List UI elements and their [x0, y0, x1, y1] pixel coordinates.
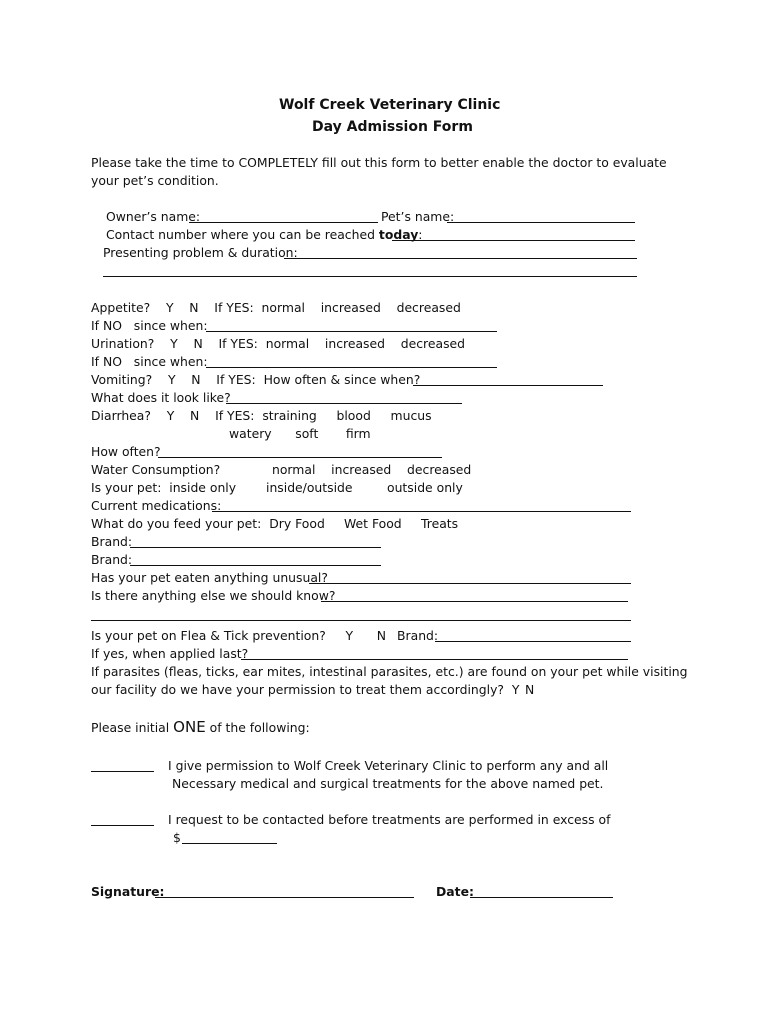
- how-often-label: How often?: [91, 444, 161, 459]
- brand-1-field[interactable]: [130, 547, 381, 548]
- vomit-look-label: What does it look like?: [91, 390, 231, 405]
- how-often-field[interactable]: [158, 457, 442, 458]
- option-1-line-2: Necessary medical and surgical treatments for the above named pet.: [172, 776, 604, 791]
- contact-label: Contact number where you can be reached today:: [106, 227, 423, 242]
- owner-name-label: Owner’s name:: [106, 209, 201, 224]
- applied-last-field[interactable]: [241, 659, 628, 660]
- anything-else-field-line-2[interactable]: [91, 620, 631, 621]
- option-1-line-1: I give permission to Wolf Creek Veterinary Clinic to perform any and all: [168, 758, 609, 773]
- feed-label: What do you feed your pet: Dry Food: [91, 516, 325, 531]
- initial-field-1[interactable]: [91, 771, 154, 772]
- brand-2-field[interactable]: [130, 565, 381, 566]
- contact-number-field[interactable]: [392, 240, 635, 241]
- outside-only-option: outside only: [387, 480, 463, 495]
- appetite-question: Appetite? Y N If YES: normal increased decreased: [91, 300, 461, 315]
- urination-since-label: If NO since when:: [91, 354, 208, 369]
- problem-field-line-2[interactable]: [103, 276, 637, 277]
- wet-food-option: Wet Food: [344, 516, 402, 531]
- option-2-dollar: $: [173, 830, 181, 845]
- treats-option: Treats: [421, 516, 459, 531]
- is-your-pet-label: Is your pet: inside only: [91, 480, 237, 495]
- eaten-unusual-label: Has your pet eaten anything unusual?: [91, 570, 328, 585]
- vomit-look-field[interactable]: [226, 403, 462, 404]
- owner-name-field[interactable]: [189, 222, 378, 223]
- brand-1-label: Brand:: [91, 534, 133, 549]
- clinic-name: Wolf Creek Veterinary Clinic: [279, 97, 501, 113]
- signature-label: Signature:: [91, 884, 165, 899]
- pet-name-field[interactable]: [447, 222, 635, 223]
- diarrhea-question: Diarrhea? Y N If YES: straining blood mucus: [91, 408, 432, 423]
- problem-field[interactable]: [284, 258, 637, 259]
- initial-prompt: Please initial ONE of the following:: [91, 718, 310, 736]
- pet-name-label: Pet’s name:: [381, 209, 455, 224]
- anything-else-field[interactable]: [321, 601, 628, 602]
- vomiting-how-often-field[interactable]: [413, 385, 603, 386]
- diarrhea-options: watery soft firm: [229, 426, 371, 441]
- applied-last-label: If yes, when applied last?: [91, 646, 249, 661]
- flea-brand-field[interactable]: [435, 641, 631, 642]
- urination-question: Urination? Y N If YES: normal increased decreased: [91, 336, 466, 351]
- eaten-unusual-field[interactable]: [309, 583, 631, 584]
- problem-label: Presenting problem & duration:: [103, 245, 298, 260]
- water-options: normal increased decreased: [272, 462, 472, 477]
- intro-line-1: Please take the time to COMPLETELY fill out this form to better enable the doctor to evaluate: [91, 155, 667, 170]
- vomiting-question: Vomiting? Y N If YES: How often & since when?: [91, 372, 421, 387]
- water-label: Water Consumption?: [91, 462, 221, 477]
- inside-outside-option: inside/outside: [266, 480, 353, 495]
- excess-amount-field[interactable]: [182, 843, 277, 844]
- appetite-since-label: If NO since when:: [91, 318, 208, 333]
- flea-tick-question: Is your pet on Flea & Tick prevention? Y N: [91, 628, 386, 643]
- parasites-no-option: N: [525, 682, 535, 697]
- parasites-line-2: our facility do we have your permission to treat them accordingly? Y: [91, 682, 520, 697]
- appetite-since-field[interactable]: [206, 331, 497, 332]
- medications-field[interactable]: [212, 511, 631, 512]
- brand-2-label: Brand:: [91, 552, 133, 567]
- anything-else-label: Is there anything else we should know?: [91, 588, 336, 603]
- date-label: Date:: [436, 884, 474, 899]
- parasites-line-1: If parasites (fleas, ticks, ear mites, intestinal parasites, etc.) are found on your pet while visiting: [91, 664, 688, 679]
- urination-since-field[interactable]: [206, 367, 497, 368]
- option-2-line-1: I request to be contacted before treatments are performed in excess of: [168, 812, 611, 827]
- initial-field-2[interactable]: [91, 825, 154, 826]
- intro-line-2: your pet’s condition.: [91, 173, 219, 188]
- signature-field[interactable]: [155, 897, 414, 898]
- flea-brand-label: Brand:: [397, 628, 439, 643]
- form-title: Day Admission Form: [312, 119, 473, 135]
- date-field[interactable]: [470, 897, 613, 898]
- medications-label: Current medications:: [91, 498, 222, 513]
